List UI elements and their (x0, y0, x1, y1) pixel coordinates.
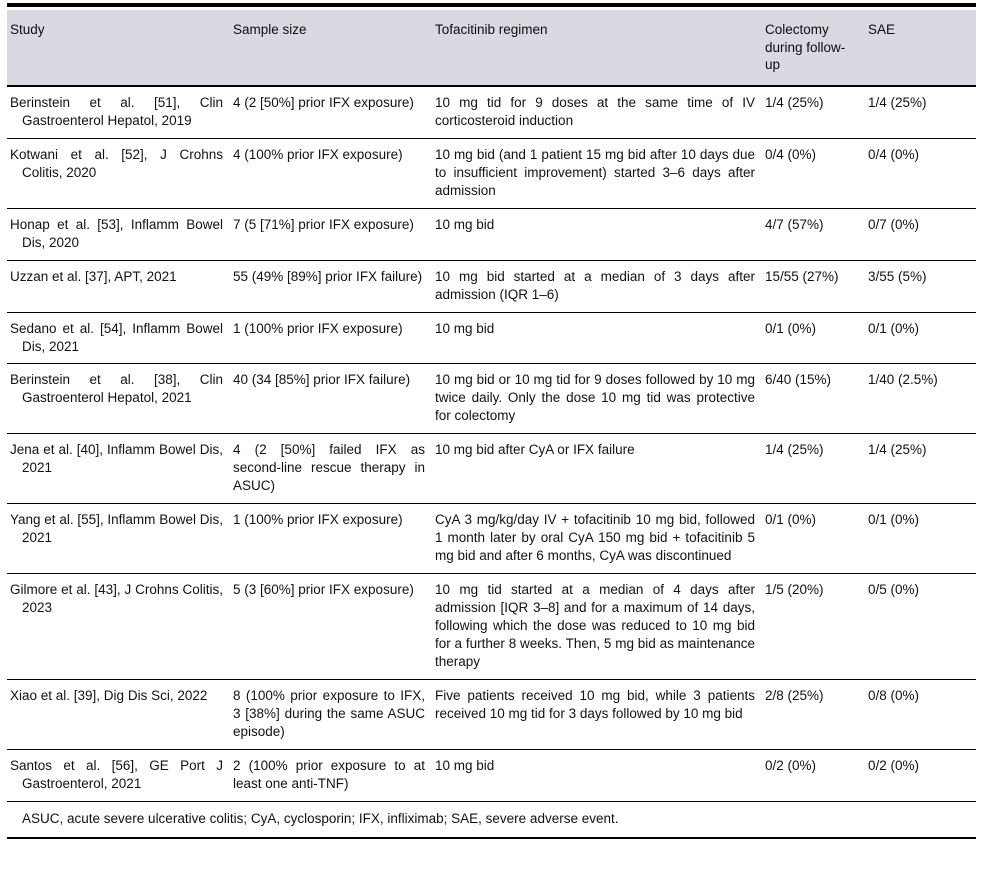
regimen-cell: 10 mg bid (435, 320, 495, 336)
colectomy-cell: 0/4 (0%) (765, 146, 817, 162)
sae-cell: 3/55 (5%) (868, 268, 927, 284)
study-cell: Berinstein et al. [51], Clin Gastroenterol Hepatol, 2019 (10, 95, 223, 128)
colectomy-cell: 1/4 (25%) (765, 442, 824, 458)
regimen-cell: CyA 3 mg/kg/day IV + tofacitinib 10 mg bid, followed 1 month later by oral CyA 150 mg bid + tofacitinib 5 mg bid and after 6 months, CyA was discontinued (435, 512, 755, 564)
regimen-cell: 10 mg tid started at a median of 4 days after admission [IQR 3–8] and for a maximum of 14 days, following which the dose was reduced to 10 mg bid for a further 8 weeks. Then, 5 mg bid as maintenance therapy (435, 582, 755, 669)
sae-cell: 0/4 (0%) (868, 146, 920, 162)
table-row (7, 504, 976, 574)
regimen-cell: 10 mg bid (and 1 patient 15 mg bid after 10 days due to insufficient improvement) started 3–6 days after admission (435, 146, 755, 198)
sae-cell: 1/40 (2.5%) (868, 372, 938, 388)
study-cell: Honap et al. [53], Inflamm Bowel Dis, 2020 (10, 216, 223, 250)
colectomy-cell: 4/7 (57%) (765, 216, 824, 232)
colectomy-cell: 0/1 (0%) (765, 512, 817, 528)
table-row (7, 139, 976, 209)
study-cell: Gilmore et al. [43], J Crohns Colitis, 2023 (10, 582, 223, 616)
sae-cell: 1/4 (25%) (868, 95, 927, 110)
colectomy-cell: 0/2 (0%) (765, 757, 817, 773)
table-row (7, 574, 976, 680)
study-cell: Sedano et al. [54], Inflamm Bowel Dis, 2021 (10, 320, 223, 354)
sample-size-cell: 40 (34 [85%] prior IFX failure) (233, 372, 411, 388)
sample-size-cell: 2 (100% prior exposure to at least one anti-TNF) (233, 757, 425, 791)
table-header-row (7, 10, 976, 87)
study-cell: Kotwani et al. [52], J Crohns Colitis, 2020 (10, 146, 223, 180)
sae-cell: 0/1 (0%) (868, 512, 920, 528)
column-header-sae: SAE (868, 22, 896, 37)
colectomy-cell: 1/4 (25%) (765, 95, 824, 110)
study-cell: Uzzan et al. [37], APT, 2021 (10, 268, 177, 284)
regimen-cell: 10 mg tid for 9 doses at the same time of IV corticosteroid induction (435, 95, 755, 128)
sae-cell: 0/7 (0%) (868, 216, 920, 232)
regimen-cell: 10 mg bid (435, 216, 495, 232)
table-row (7, 261, 976, 313)
sample-size-cell: 1 (100% prior IFX exposure) (233, 320, 403, 336)
study-cell: Yang et al. [55], Inflamm Bowel Dis, 2021 (10, 512, 223, 546)
regimen-cell: 10 mg bid or 10 mg tid for 9 doses followed by 10 mg twice daily. Only the dose 10 mg tid was protective for colectomy (435, 372, 755, 424)
sample-size-cell: 1 (100% prior IFX exposure) (233, 512, 403, 528)
colectomy-cell: 15/55 (27%) (765, 268, 839, 284)
abbreviations-footnote: ASUC, acute severe ulcerative colitis; CyA, cyclosporin; IFX, infliximab; SAE, severe adverse event. (7, 802, 976, 840)
sae-cell: 1/4 (25%) (868, 442, 927, 458)
sample-size-cell: 55 (49% [89%] prior IFX failure) (233, 268, 423, 284)
regimen-cell: Five patients received 10 mg bid, while 3 patients received 10 mg tid for 3 days followed by 10 mg bid (435, 687, 755, 721)
column-header-sample-size: Sample size (233, 22, 307, 37)
table-row (7, 750, 976, 802)
study-cell: Jena et al. [40], Inflamm Bowel Dis, 2021 (10, 442, 223, 476)
regimen-cell: 10 mg bid (435, 757, 495, 773)
study-cell: Berinstein et al. [38], Clin Gastroenterol Hepatol, 2021 (10, 372, 223, 406)
colectomy-cell: 1/5 (20%) (765, 582, 824, 598)
table-row (7, 313, 976, 365)
table-top-rule (7, 3, 976, 7)
colectomy-cell: 0/1 (0%) (765, 320, 817, 336)
table-row (7, 434, 976, 504)
table-row (7, 209, 976, 261)
column-header-colectomy: Colectomy during follow-up (765, 22, 846, 73)
sae-cell: 0/2 (0%) (868, 757, 920, 773)
regimen-cell: 10 mg bid after CyA or IFX failure (435, 442, 635, 458)
sample-size-cell: 4 (2 [50%] prior IFX exposure) (233, 95, 414, 110)
colectomy-cell: 6/40 (15%) (765, 372, 832, 388)
table-row (7, 680, 976, 750)
sample-size-cell: 8 (100% prior exposure to IFX, 3 [38%] during the same ASUC episode) (233, 687, 425, 739)
table-row (7, 364, 976, 434)
sample-size-cell: 7 (5 [71%] prior IFX exposure) (233, 216, 414, 232)
sae-cell: 0/1 (0%) (868, 320, 920, 336)
colectomy-cell: 2/8 (25%) (765, 687, 824, 703)
study-cell: Santos et al. [56], GE Port J Gastroenterol, 2021 (10, 757, 223, 791)
table-row (7, 87, 976, 139)
sample-size-cell: 4 (100% prior IFX exposure) (233, 146, 403, 162)
column-header-study: Study (10, 22, 45, 37)
study-cell: Xiao et al. [39], Dig Dis Sci, 2022 (10, 687, 208, 703)
column-header-regimen: Tofacitinib regimen (435, 22, 548, 37)
sample-size-cell: 5 (3 [60%] prior IFX exposure) (233, 582, 414, 598)
regimen-cell: 10 mg bid started at a median of 3 days after admission (IQR 1–6) (435, 268, 755, 302)
sae-cell: 0/8 (0%) (868, 687, 920, 703)
sample-size-cell: 4 (2 [50%] failed IFX as second-line rescue therapy in ASUC) (233, 442, 425, 494)
sae-cell: 0/5 (0%) (868, 582, 920, 598)
